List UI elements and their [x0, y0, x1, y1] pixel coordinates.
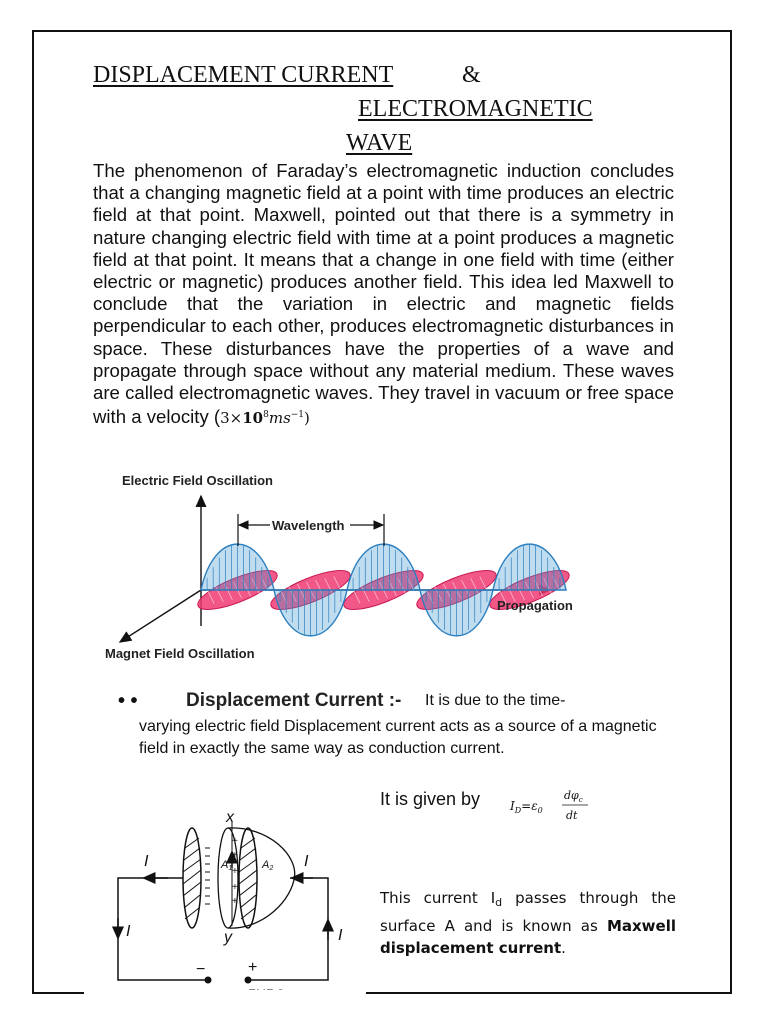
- current-label-top-left: I: [144, 853, 149, 870]
- em-wave-diagram: [100, 466, 590, 666]
- title-line-1: DISPLACEMENT CURRENT: [93, 62, 394, 88]
- current-label-left: I: [126, 923, 131, 940]
- electric-field-label: Electric Field Oscillation: [122, 473, 273, 488]
- displacement-current-formula: [508, 783, 598, 827]
- x-label: x: [226, 809, 234, 826]
- current-label-top-right: I: [304, 853, 309, 870]
- current-label-right: I: [338, 927, 343, 944]
- minus-terminal-label: −: [196, 961, 206, 978]
- svg-text:dt: dt: [566, 809, 578, 822]
- svg-text:dφc: $d\varphi_c$: [564, 789, 583, 804]
- svg-text:+: +: [232, 896, 238, 907]
- plus-terminal-label: +: [248, 959, 258, 976]
- bullet-markers: • •: [118, 690, 138, 712]
- svg-text:+: +: [232, 850, 238, 861]
- svg-text:+: +: [232, 836, 238, 847]
- svg-text:+: +: [232, 882, 238, 893]
- bullet-text-first: It is due to the time-: [425, 692, 566, 709]
- bullet-text-rest: varying electric field Displacement current acts as a source of a magnetic field in exactly the same way as conduction current.: [139, 718, 657, 757]
- magnetic-axis: [120, 590, 201, 642]
- maxwell-displacement-note: This current $I_d$ passes through the surface A and is known as Maxwell displacement current.: [380, 889, 676, 957]
- title-ampersand: &: [462, 62, 481, 88]
- intro-paragraph: The phenomenon of Faraday’s electromagnetic induction concludes that a changing magnetic field at a point with time produces an electric field at that point. Maxwell, pointed out that there is a symmetry in nature changing electric field with time at a point produces a magnetic field at that point. It means that a change in one field with time (either electric or magnetic) produces another field. This idea led Maxwell to conclude that the variation in electric and magnetic fields perpendicular to each other, produces electromagnetic disturbances in space. These disturbances have the properties of a wave and propagate through space without any material medium. These waves are called electromagnetic waves. They travel in vacuum or free space with a velocity $(3\times 10^8ms^{-1})$: [93, 160, 674, 428]
- given-by-text: It is given by: [380, 789, 481, 809]
- y-label: y: [224, 929, 232, 946]
- border-gap: [84, 990, 366, 998]
- title-line-3: WAVE: [346, 130, 413, 156]
- svg-text:+: +: [232, 866, 238, 877]
- title-line-2: ELECTROMAGNETIC: [358, 96, 593, 122]
- propagation-label: Propagation: [497, 598, 573, 613]
- electric-wave: [201, 544, 566, 636]
- displacement-current-heading: Displacement Current :-: [186, 690, 402, 711]
- velocity-value: $3\times 10^8ms^{-1}$): [220, 409, 310, 428]
- a1-label: A1: [221, 859, 233, 872]
- capacitor-circuit-diagram: [108, 808, 368, 1003]
- a2-label: A2: [262, 859, 274, 872]
- svg-text:ID=ε0: $I_D=\varepsilon_0$: [510, 799, 543, 815]
- magnet-field-label: Magnet Field Oscillation: [105, 646, 255, 661]
- wavelength-label: Wavelength: [272, 518, 345, 533]
